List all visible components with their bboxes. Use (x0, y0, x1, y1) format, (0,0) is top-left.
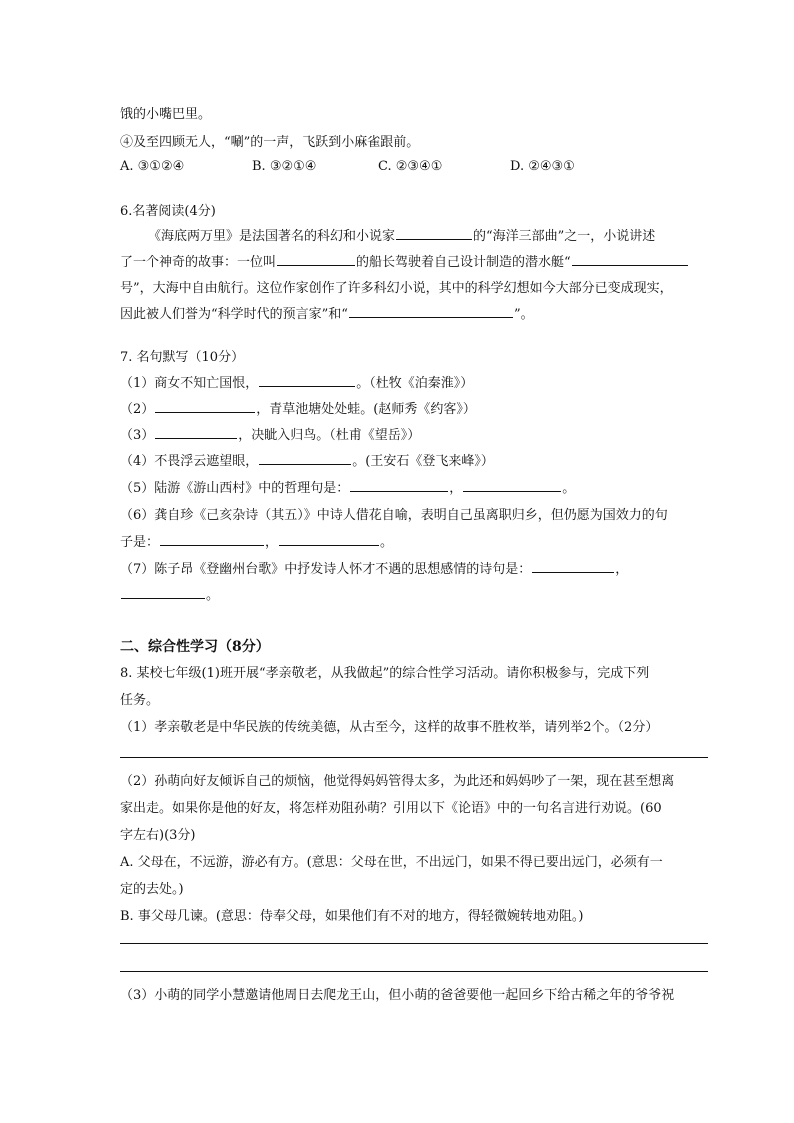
q8-option-a-line-2: 定的去处。) (120, 882, 184, 897)
q6-text: ”。 (513, 307, 534, 322)
q7-item-1 (120, 372, 473, 391)
q7-text: 。 (380, 535, 394, 550)
answer-blank[interactable] (160, 532, 264, 546)
q6-line-1 (148, 225, 655, 244)
q5-item4: ④及至四顾无人，“唰”的一声，飞跃到小麻雀跟前。 (120, 135, 420, 150)
q7-item-3 (120, 424, 420, 443)
answer-blank[interactable] (350, 478, 448, 492)
q7-text: 。(王安石《登飞来峰》） (352, 454, 494, 469)
q5-option-b: B. ③②①④ (252, 159, 317, 174)
q7-title: 7. 名句默写（10分） (120, 350, 245, 365)
q7-item-4 (120, 450, 494, 469)
q7-text: （7）陈子昂《登幽州台歌》中抒发诗人怀才不遇的思想感情的诗句是： (120, 562, 532, 577)
q7-text: 。（杜牧《泊秦淮》） (356, 376, 474, 391)
section-2-title: 二、综合性学习（8分） (120, 639, 270, 655)
answer-blank[interactable] (259, 451, 351, 465)
q7-text: （5）陆游《游山西村》中的哲理句是： (120, 481, 350, 496)
answer-blank[interactable] (259, 373, 355, 387)
q5-options (120, 159, 575, 174)
answer-blank[interactable] (277, 252, 355, 266)
answer-blank[interactable] (396, 226, 472, 240)
q7-text: （3） (120, 428, 155, 443)
q8-option-b: B. 事父母几谏。(意思：侍奉父母，如果他们有不对的地方，得轻微婉转地劝阻。) (120, 909, 584, 924)
q5-option-c: C. ②③④① (378, 159, 443, 174)
answer-blank[interactable] (279, 532, 379, 546)
q8-part-2-line-2: 家出走。如果你是他的好友，将怎样劝阻孙萌？引用以下《论语》中的一句名言进行劝说。(60 (120, 801, 662, 816)
q6-text: 《海底两万里》是法国著名的科幻和小说家 (148, 229, 396, 244)
q8-part-2-line-1: （2）孙萌向好友倾诉自己的烦恼，他觉得妈妈管得太多，为此还和妈妈吵了一架，现在甚至想离 (120, 774, 675, 789)
q7-text: ，决眦入归鸟。（杜甫《望岳》） (238, 428, 421, 443)
q7-item-5 (120, 477, 575, 496)
q7-text: （4）不畏浮云遮望眼， (120, 454, 259, 469)
q6-text: 了一个神奇的故事：一位叫 (120, 255, 277, 270)
q7-text: 。 (206, 588, 220, 603)
q6-text: 因此被人们誉为“科学时代的预言家”和“ (120, 307, 348, 322)
answer-blank[interactable] (572, 252, 688, 266)
q8-option-a-line-1: A. 父母在，不远游，游必有方。(意思：父母在世，不出远门，如果不得已要出远门，必须有一 (120, 855, 663, 870)
answer-line[interactable] (120, 757, 708, 758)
q7-text: ， (615, 562, 629, 577)
q6-line-4 (120, 303, 534, 322)
q5-option-d: D. ②④③① (510, 159, 575, 174)
q6-line-2 (120, 251, 689, 270)
q5-option-a: A. ③①②④ (120, 159, 185, 174)
q8-part-3: （3）小萌的同学小慧邀请他周日去爬龙王山，但小萌的爸爸要他一起回乡下给古稀之年的爷爷祝 (120, 988, 675, 1003)
q7-item-7-cont (120, 584, 219, 603)
q7-item-6-cont (120, 531, 393, 550)
q7-text: 子是： (120, 535, 160, 550)
answer-blank[interactable] (121, 585, 205, 599)
q7-text: （1）商女不知亡国恨， (120, 376, 259, 391)
q7-text: ， (449, 481, 463, 496)
q7-text: ， (265, 535, 279, 550)
q6-title: 6.名著阅读(4分) (120, 204, 216, 219)
answer-blank[interactable] (463, 478, 561, 492)
answer-blank[interactable] (155, 425, 237, 439)
q8-intro-1: 8. 某校七年级(1)班开展“孝亲敬老，从我做起”的综合性学习活动。请你积极参与，完成下列 (120, 666, 650, 681)
q6-line-3: 号”，大海中自由航行。这位作家创作了许多科幻小说，其中的科学幻想如今大部分已变成现实， (120, 281, 673, 296)
q7-item-2 (120, 398, 476, 417)
answer-line[interactable] (120, 943, 708, 944)
q7-text: （2） (120, 402, 155, 417)
q6-text: 的“海洋三部曲”之一，小说讲述 (473, 229, 656, 244)
q7-text: 。 (562, 481, 576, 496)
q8-part-1: （1）孝亲敬老是中华民族的传统美德，从古至今，这样的故事不胜枚举，请列举2个。（2分） (120, 720, 659, 735)
q5-continuation: 饿的小嘴巴里。 (120, 107, 212, 122)
q7-item-6: （6）龚自珍《己亥杂诗（其五）》中诗人借花自喻，表明自己虽离职归乡，但仍愿为国效力的句 (120, 508, 668, 523)
q8-part-2-line-3: 字左右)(3分) (120, 828, 196, 843)
answer-blank[interactable] (532, 559, 614, 573)
q7-text: ，青草池塘处处蛙。(赵师秀《约客》） (256, 402, 476, 417)
q7-item-7 (120, 558, 628, 577)
q8-intro-2: 任务。 (120, 693, 160, 708)
answer-blank[interactable] (349, 304, 513, 318)
answer-blank[interactable] (155, 399, 255, 413)
q6-text: 的船长驾驶着自己设计制造的潜水艇“ (356, 255, 571, 270)
answer-line[interactable] (120, 971, 708, 972)
